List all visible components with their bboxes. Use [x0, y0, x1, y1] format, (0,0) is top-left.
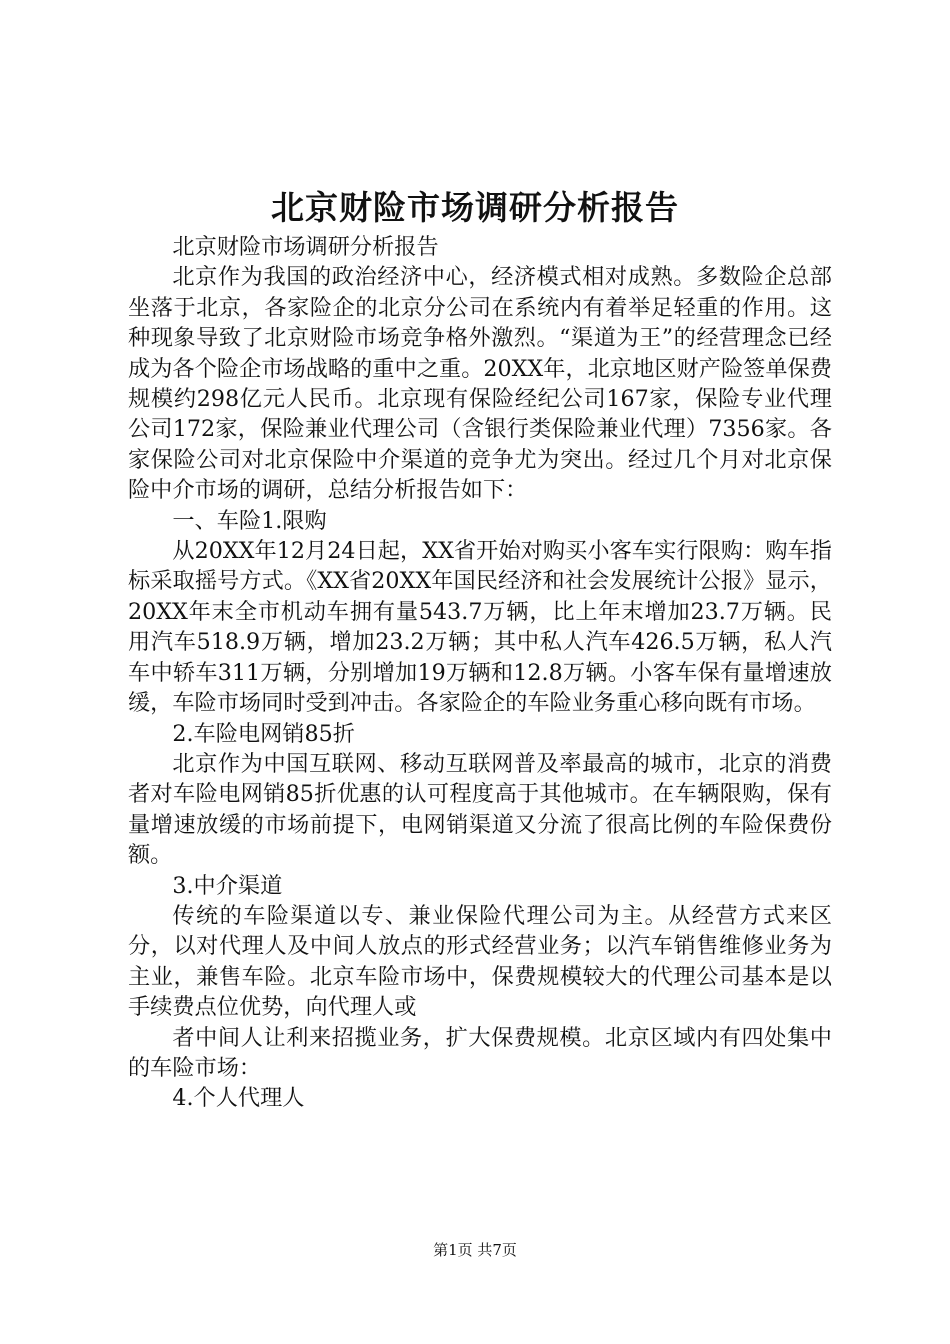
paragraph-intro: 北京作为我国的政治经济中心，经济模式相对成熟。多数险企总部坐落于北京，各家险企的北京分公司在系统内有着举足轻重的作用。这种现象导致了北京财险市场竞争格外激烈。“渠道为王”的经营理念已经成为各个险企市场战略的重中之重。20XX年，北京地区财产险签单保费规模约298亿元人民币。北京现有保险经纪公司167家，保险专业代理公司172家，保险兼业代理公司（含银行类保险兼业代理）7356家。各家保险公司对北京保险中介渠道的竞争尤为突出。经过几个月对北京保险中介市场的调研，总结分析报告如下： [128, 264, 832, 504]
paragraph-intermediary-continued: 者中间人让利来招揽业务，扩大保费规模。北京区域内有四处集中的车险市场： [128, 1024, 832, 1081]
paragraph-subtitle: 北京财险市场调研分析报告 [172, 234, 439, 260]
paragraph-online-sales: 北京作为中国互联网、移动互联网普及率最高的城市，北京的消费者对车险电网销85折优惠的认可程度高于其他城市。在车辆限购，保有量增速放缓的市场前提下，电网销渠道又分流了很高比例的车险保费份额。 [128, 750, 832, 869]
section-heading-individual-agent: 4.个人代理人 [172, 1085, 305, 1112]
paragraph-purchase-limit: 从20XX年12月24日起，XX省开始对购买小客车实行限购：购车指标采取摇号方式。《XX省20XX年国民经济和社会发展统计公报》显示，20XX年末全市机动车拥有量543.7万辆，比上年末增加23.7万辆。民用汽车518.9万辆，增加23.2万辆；其中私人汽车426.5万辆，私人汽车中轿车311万辆，分别增加19万辆和12.8万辆。小客车保有量增速放缓，车险市场同时受到冲击。各家险企的车险业务重心移向既有市场。 [128, 538, 832, 717]
section-heading-intermediary: 3.中介渠道 [172, 872, 283, 899]
page-title: 北京财险市场调研分析报告 [271, 188, 679, 227]
section-heading-car-insurance: 一、车险1.限购 [172, 507, 327, 534]
paragraph-intermediary: 传统的车险渠道以专、兼业保险代理公司为主。从经营方式来区分，以对代理人及中间人放点的形式经营业务；以汽车销售维修业务为主业，兼售车险。北京车险市场中，保费规模较大的代理公司基本是以手续费点位优势，向代理人或 [128, 902, 832, 1021]
section-heading-online-sales: 2.车险电网销85折 [172, 720, 355, 747]
document-body [128, 232, 832, 1114]
page-footer: 第1页 共7页 [433, 1241, 517, 1259]
